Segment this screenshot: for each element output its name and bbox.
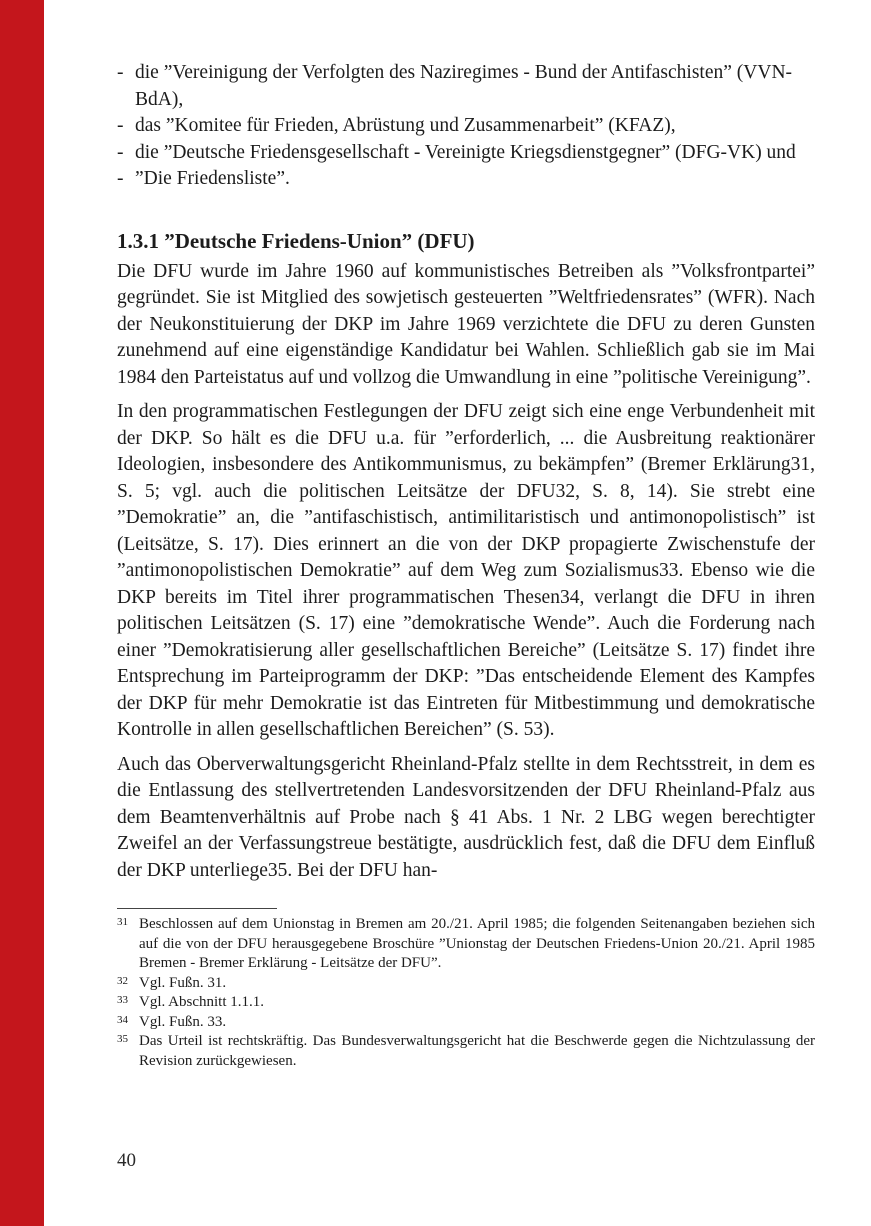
footnote xyxy=(117,1013,815,1033)
footnote-number: 32 xyxy=(117,974,128,987)
list-item: - das ”Komitee für Frieden, Abrüstung und Zusammenarbeit” (KFAZ), xyxy=(117,113,815,140)
list-item: - ”Die Friedensliste”. xyxy=(117,166,815,193)
footnote-number: 33 xyxy=(117,994,128,1006)
footnote-text: Beschlossen auf dem Unionstag in Bremen am 20./21. April 1985; die folgenden Seitenangaben beziehen sich auf die von der DFU herausgegebene Broschüre ”Unionstag der Deutschen Friedens-Union 20./21. April 1985 Bremen - Bremer Erklärung - Leitsätze der DFU”. xyxy=(139,916,815,971)
footnote xyxy=(117,993,815,1013)
page-body xyxy=(117,60,815,1071)
footnote-text: Das Urteil ist rechtskräftig. Das Bundesverwaltungsgericht hat die Beschwerde gegen die Nichtzulassung der Revision zurückgewiesen. xyxy=(139,1033,815,1069)
list-item: - die ”Vereinigung der Verfolgten des Naziregimes - Bund der Antifaschisten” (VVN-BdA), xyxy=(117,60,815,113)
footnote xyxy=(117,915,815,974)
footnote-text: Vgl. Fußn. 31. xyxy=(139,974,227,991)
footnote-number: 35 xyxy=(117,1033,128,1045)
footnote-number: 34 xyxy=(117,1013,128,1026)
section-heading: 1.3.1 ”Deutsche Friedens-Union” (DFU) xyxy=(117,228,475,253)
footnote-divider xyxy=(117,908,277,909)
page-edge-color-bar xyxy=(0,0,44,1226)
footnotes xyxy=(117,915,815,1071)
organization-list xyxy=(117,60,815,193)
paragraph: Auch das Oberverwaltungsgericht Rheinland-Pfalz stellte in dem Rechtsstreit, in dem es die Entlassung des stellvertretenden Landesvorsitzenden der DFU Rheinland-Pfalz aus dem Beamtenverhältnis auf Probe nach § 41 Abs. 1 Nr. 2 LBG wegen berechtigter Zweifel an der Verfassungstreue bestätigte, ausdrücklich fest, daß die DFU dem Einfluß der DKP unterliege35. Bei der DFU han- xyxy=(117,753,815,881)
page-number: 40 xyxy=(117,1150,136,1171)
footnote-number: 31 xyxy=(117,916,128,928)
footnote-text: Vgl. Abschnitt 1.1.1. xyxy=(139,994,265,1010)
footnote-text: Vgl. Fußn. 33. xyxy=(139,1013,227,1030)
paragraph: In den programmatischen Festlegungen der DFU zeigt sich eine enge Verbundenheit mit der DKP. So hält es die DFU u.a. für ”erforderlich, ... die Ausbreitung reaktionärer Ideologien, insbesondere des Antikommunismus, zu bekämpfen” (Bremer Erklärung31, S. 5; vgl. auch die politischen Leitsätze der DFU32, S. 8, 14). Sie strebt eine ”Demokratie” an, die ”antifaschistisch, antimilitaristisch und antimonopolistisch” ist (Leitsätze, S. 17). Dies erinnert an die von der DKP propagierte Zwischenstufe der ”antimonopolistischen Demokratie” auf dem Weg zum Sozialismus33. Ebenso wie die DKP bereits im Titel ihrer programmatischen Thesen34, verlangt die DFU in ihren politischen Leitsätzen (S. 17) eine ”demokratische Wende”. Auch die Forderung nach einer ”Demokratisierung aller gesellschaftlichen Bereiche” (Leitsätze S. 17) findet ihre Entsprechung im Parteiprogramm der DKP: ”Das entscheidende Element des Kampfes der DKP für mehr Demokratie ist das Eintreten für Mitbestimmung und demokratische Kontrolle in allen gesellschaftlichen Bereichen” (S. 53). xyxy=(117,401,815,740)
paragraph: Die DFU wurde im Jahre 1960 auf kommunistisches Betreiben als ”Volksfrontpartei” gegründet. Sie ist Mitglied des sowjetisch gesteuerten ”Weltfriedensrates” (WFR). Nach der Neukonstituierung der DKP im Jahre 1969 verzichtete die DFU zu deren Gunsten zunehmend auf eine eigenständige Kandidatur bei Wahlen. Schließlich gab sie im Mai 1984 den Parteistatus auf und vollzog die Umwandlung in eine ”politische Vereinigung”. xyxy=(117,260,815,388)
list-item: - die ”Deutsche Friedensgesellschaft - Vereinigte Kriegsdienstgegner” (DFG-VK) und xyxy=(117,140,815,167)
footnote xyxy=(117,974,815,994)
footnote xyxy=(117,1032,815,1071)
